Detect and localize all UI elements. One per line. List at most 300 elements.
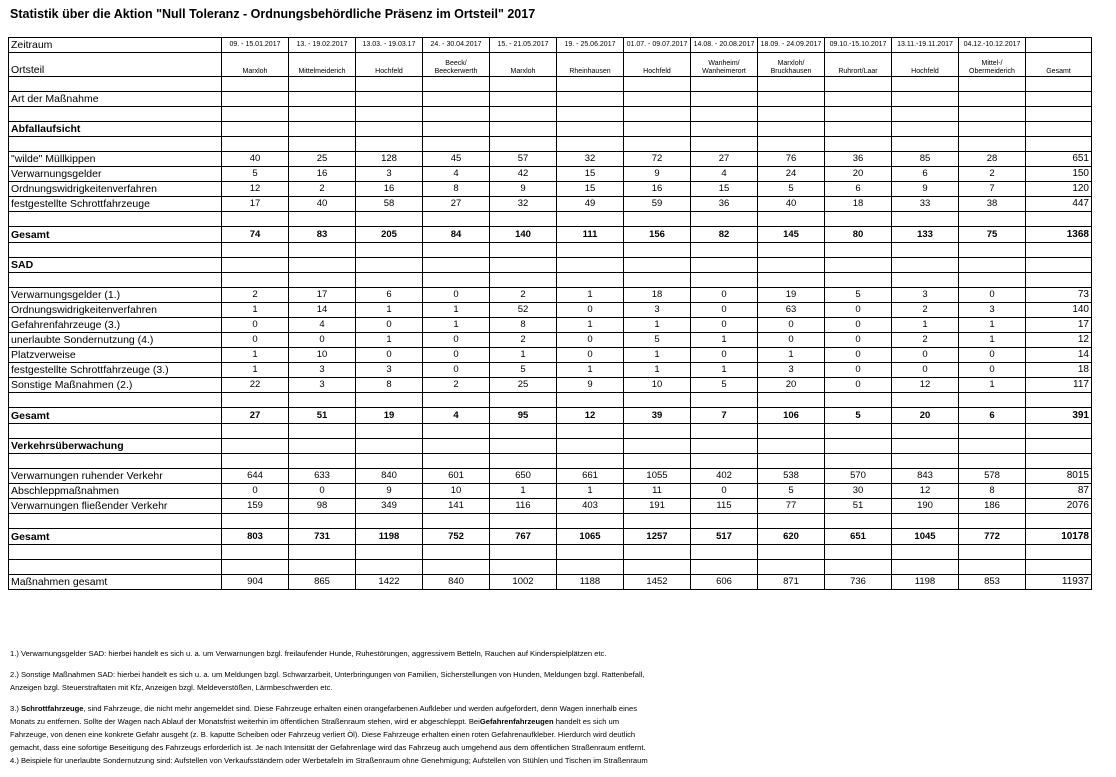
empty-cell (691, 514, 758, 529)
row-total: 150 (1026, 167, 1092, 182)
value-cell: 517 (691, 529, 758, 545)
empty-cell (557, 77, 624, 92)
empty-cell (825, 122, 892, 137)
page-title: Statistik über die Aktion "Null Toleranz - Ordnungsbehördliche Präsenz im Ortsteil" 2017 (10, 7, 536, 21)
empty-cell (892, 243, 959, 258)
empty-cell (892, 122, 959, 137)
spacer-row (9, 212, 1092, 227)
spacer-row (9, 137, 1092, 152)
row-label: Verwarnungsgelder (9, 167, 222, 182)
date-range-cell: 01.07. - 09.07.2017 (624, 38, 691, 53)
empty-cell (423, 514, 490, 529)
value-cell: 12 (222, 182, 289, 197)
value-cell: 0 (356, 318, 423, 333)
empty-cell (356, 393, 423, 408)
value-cell: 661 (557, 469, 624, 484)
value-cell: 1 (356, 333, 423, 348)
value-cell: 128 (356, 152, 423, 167)
empty-cell (959, 439, 1026, 454)
empty-cell (9, 107, 222, 122)
empty-cell (289, 424, 356, 439)
row-label: Maßnahmen gesamt (9, 575, 222, 590)
empty-cell (1026, 77, 1092, 92)
value-cell: 0 (825, 363, 892, 378)
row-total: 14 (1026, 348, 1092, 363)
value-cell: 1257 (624, 529, 691, 545)
empty-cell (423, 258, 490, 273)
value-cell: 95 (490, 408, 557, 424)
empty-cell (289, 92, 356, 107)
value-cell: 10 (423, 484, 490, 499)
value-cell: 349 (356, 499, 423, 514)
value-cell: 2 (892, 333, 959, 348)
value-cell: 16 (289, 167, 356, 182)
empty-cell (490, 560, 557, 575)
value-cell: 1 (490, 348, 557, 363)
value-cell: 0 (222, 318, 289, 333)
value-cell: 20 (825, 167, 892, 182)
spacer-row (9, 393, 1092, 408)
value-cell: 58 (356, 197, 423, 212)
value-cell: 1 (490, 484, 557, 499)
value-cell: 9 (490, 182, 557, 197)
empty-cell (624, 273, 691, 288)
value-cell: 2 (490, 288, 557, 303)
empty-cell (959, 454, 1026, 469)
value-cell: 25 (289, 152, 356, 167)
value-cell: 1045 (892, 529, 959, 545)
value-cell: 40 (289, 197, 356, 212)
empty-cell (758, 424, 825, 439)
value-cell: 0 (691, 484, 758, 499)
empty-cell (9, 212, 222, 227)
value-cell: 27 (691, 152, 758, 167)
empty-cell (892, 77, 959, 92)
value-cell: 651 (825, 529, 892, 545)
empty-cell (490, 107, 557, 122)
empty-cell (1026, 273, 1092, 288)
row-total: 10178 (1026, 529, 1092, 545)
empty-cell (758, 243, 825, 258)
section-title: SAD (9, 258, 222, 273)
district-cell: Hochfeld (624, 53, 691, 77)
empty-cell (222, 92, 289, 107)
value-cell: 0 (959, 348, 1026, 363)
table-row (9, 318, 1092, 333)
value-cell: 52 (490, 303, 557, 318)
empty-cell (959, 514, 1026, 529)
value-cell: 5 (825, 288, 892, 303)
value-cell: 72 (624, 152, 691, 167)
empty-cell (691, 92, 758, 107)
value-cell: 12 (892, 378, 959, 393)
row-total: 12 (1026, 333, 1092, 348)
district-cell: Marxloh (490, 53, 557, 77)
row-label: festgestellte Schrottfahrzeuge (3.) (9, 363, 222, 378)
date-range-cell: 14.08. - 20.08.2017 (691, 38, 758, 53)
empty-cell (222, 137, 289, 152)
table-row (9, 348, 1092, 363)
value-cell: 0 (758, 318, 825, 333)
total-row (9, 408, 1092, 424)
district-cell: Marxloh (222, 53, 289, 77)
value-cell: 24 (758, 167, 825, 182)
value-cell: 620 (758, 529, 825, 545)
table-row (9, 152, 1092, 167)
empty-cell (9, 393, 222, 408)
table-row (9, 575, 1092, 590)
empty-cell (758, 545, 825, 560)
value-cell: 4 (289, 318, 356, 333)
empty-cell (691, 454, 758, 469)
row-label: Gesamt (9, 227, 222, 243)
value-cell: 1 (557, 484, 624, 499)
empty-cell (825, 439, 892, 454)
row-total: 140 (1026, 303, 1092, 318)
footnote-2a: 2.) Sonstige Maßnahmen SAD: hierbei handelt es sich u. a. um Meldungen bzgl. Schwarzarbeit, Unterbringungen von Familien, Sicherstellungen von Hunden, Meldungen bzgl. Rattenbefall, (10, 670, 645, 679)
empty-cell (490, 92, 557, 107)
empty-cell (356, 137, 423, 152)
footnote-3-prefix: 3.) (10, 704, 19, 713)
value-cell: 38 (959, 197, 1026, 212)
value-cell: 1055 (624, 469, 691, 484)
value-cell: 2 (959, 167, 1026, 182)
empty-cell (825, 258, 892, 273)
empty-cell (691, 273, 758, 288)
empty-cell (758, 107, 825, 122)
empty-cell (356, 107, 423, 122)
value-cell: 1 (959, 333, 1026, 348)
empty-cell (959, 424, 1026, 439)
empty-cell (490, 514, 557, 529)
empty-cell (1026, 439, 1092, 454)
empty-cell (825, 212, 892, 227)
empty-cell (825, 77, 892, 92)
value-cell: 9 (557, 378, 624, 393)
empty-cell (825, 137, 892, 152)
empty-cell (557, 107, 624, 122)
empty-cell (222, 560, 289, 575)
row-label: Verwarnungen ruhender Verkehr (9, 469, 222, 484)
value-cell: 36 (825, 152, 892, 167)
value-cell: 4 (423, 408, 490, 424)
empty-cell (423, 545, 490, 560)
table-row (9, 182, 1092, 197)
empty-cell (624, 560, 691, 575)
spacer-row (9, 273, 1092, 288)
empty-cell (624, 243, 691, 258)
empty-cell (1026, 243, 1092, 258)
empty-cell (222, 122, 289, 137)
value-cell: 39 (624, 408, 691, 424)
value-cell: 10 (624, 378, 691, 393)
value-cell: 644 (222, 469, 289, 484)
value-cell: 1 (691, 363, 758, 378)
empty-cell (825, 273, 892, 288)
value-cell: 5 (758, 182, 825, 197)
value-cell: 8 (959, 484, 1026, 499)
value-cell: 0 (825, 318, 892, 333)
value-cell: 1 (557, 318, 624, 333)
value-cell: 33 (892, 197, 959, 212)
empty-cell (289, 258, 356, 273)
value-cell: 40 (222, 152, 289, 167)
value-cell: 9 (356, 484, 423, 499)
value-cell: 0 (423, 333, 490, 348)
spacer-row (9, 560, 1092, 575)
footnote-3c: Fahrzeuge, von denen eine konkrete Gefahr ausgeht (z. B. kaputte Scheiben oder Fahrzeug verliert Öl). Diese Fahrzeuge erhalten einen roten Gefahrenaufkleber. Hierdurch wird deutlich (10, 730, 636, 739)
value-cell: 3 (624, 303, 691, 318)
row-total: 117 (1026, 378, 1092, 393)
empty-cell (222, 454, 289, 469)
value-cell: 186 (959, 499, 1026, 514)
value-cell: 601 (423, 469, 490, 484)
value-cell: 10 (289, 348, 356, 363)
footnote-3a-rest: , sind Fahrzeuge, die nicht mehr angemeldet sind. Diese Fahrzeuge erhalten einen orangefarbenen Aufkleber und werden aufgefordert, denn Wagen innerhalb eines (83, 704, 638, 713)
value-cell: 98 (289, 499, 356, 514)
empty-cell (758, 439, 825, 454)
value-cell: 3 (356, 167, 423, 182)
empty-cell (758, 514, 825, 529)
value-cell: 0 (289, 484, 356, 499)
empty-cell (1026, 545, 1092, 560)
empty-cell (423, 424, 490, 439)
value-cell: 865 (289, 575, 356, 590)
value-cell: 0 (557, 303, 624, 318)
row-label: Gefahrenfahrzeuge (3.) (9, 318, 222, 333)
empty-cell (490, 258, 557, 273)
empty-cell (959, 393, 1026, 408)
value-cell: 0 (758, 333, 825, 348)
empty-cell (959, 560, 1026, 575)
value-cell: 42 (490, 167, 557, 182)
value-cell: 1 (557, 363, 624, 378)
empty-cell (892, 439, 959, 454)
empty-cell (758, 454, 825, 469)
value-cell: 0 (289, 333, 356, 348)
value-cell: 0 (825, 378, 892, 393)
empty-cell (222, 212, 289, 227)
value-cell: 75 (959, 227, 1026, 243)
value-cell: 141 (423, 499, 490, 514)
district-cell: Rheinhausen (557, 53, 624, 77)
value-cell: 1 (624, 318, 691, 333)
empty-cell (758, 122, 825, 137)
value-cell: 190 (892, 499, 959, 514)
value-cell: 25 (490, 378, 557, 393)
empty-cell (691, 258, 758, 273)
empty-cell (1026, 107, 1092, 122)
spacer-row (9, 514, 1092, 529)
value-cell: 1198 (892, 575, 959, 590)
empty-cell (222, 273, 289, 288)
row-total: 120 (1026, 182, 1092, 197)
empty-cell (423, 439, 490, 454)
row-total: 73 (1026, 288, 1092, 303)
empty-cell (356, 454, 423, 469)
value-cell: 803 (222, 529, 289, 545)
table-row (9, 469, 1092, 484)
date-range-cell: 15. - 21.05.2017 (490, 38, 557, 53)
value-cell: 7 (959, 182, 1026, 197)
value-cell: 0 (356, 348, 423, 363)
row-total: 2076 (1026, 499, 1092, 514)
empty-cell (557, 92, 624, 107)
value-cell: 633 (289, 469, 356, 484)
section-header-row (9, 258, 1092, 273)
row-label: Platzverweise (9, 348, 222, 363)
row-label: Verwarnungsgelder (1.) (9, 288, 222, 303)
value-cell: 1422 (356, 575, 423, 590)
value-cell: 1 (222, 348, 289, 363)
empty-cell (490, 243, 557, 258)
value-cell: 17 (222, 197, 289, 212)
empty-cell (289, 212, 356, 227)
value-cell: 752 (423, 529, 490, 545)
value-cell: 82 (691, 227, 758, 243)
value-cell: 59 (624, 197, 691, 212)
value-cell: 2 (222, 288, 289, 303)
empty-cell (356, 92, 423, 107)
empty-cell (825, 514, 892, 529)
value-cell: 5 (490, 363, 557, 378)
value-cell: 191 (624, 499, 691, 514)
empty-cell (758, 77, 825, 92)
footnote-4: 4.) Beispiele für unerlaubte Sondernutzung sind: Aufstellen von Verkaufsständern oder Werbetafeln im Straßenraum ohne Genehmigung; Aufstellen von Stühlen und Tischen im Straßenraum (10, 756, 648, 765)
empty-cell (1026, 560, 1092, 575)
empty-cell (423, 107, 490, 122)
value-cell: 16 (624, 182, 691, 197)
row-label: "wilde" Müllkippen (9, 152, 222, 167)
value-cell: 83 (289, 227, 356, 243)
empty-cell (356, 77, 423, 92)
value-cell: 3 (758, 363, 825, 378)
value-cell: 6 (825, 182, 892, 197)
value-cell: 8 (423, 182, 490, 197)
value-cell: 1 (423, 318, 490, 333)
empty-cell (490, 273, 557, 288)
empty-cell (1026, 122, 1092, 137)
value-cell: 0 (557, 333, 624, 348)
value-cell: 74 (222, 227, 289, 243)
value-cell: 6 (356, 288, 423, 303)
empty-cell (959, 92, 1026, 107)
empty-cell (222, 258, 289, 273)
value-cell: 1002 (490, 575, 557, 590)
value-cell: 0 (691, 318, 758, 333)
empty-cell (356, 514, 423, 529)
empty-cell (624, 122, 691, 137)
empty-cell (691, 393, 758, 408)
empty-cell (9, 545, 222, 560)
empty-cell (624, 137, 691, 152)
value-cell: 570 (825, 469, 892, 484)
empty-cell (289, 454, 356, 469)
value-cell: 5 (691, 378, 758, 393)
empty-cell (356, 439, 423, 454)
empty-cell (557, 545, 624, 560)
value-cell: 45 (423, 152, 490, 167)
empty-cell (423, 560, 490, 575)
value-cell: 0 (222, 484, 289, 499)
value-cell: 3 (289, 378, 356, 393)
row-label: Abschleppmaßnahmen (9, 484, 222, 499)
footnote-1: 1.) Verwarnungsgelder SAD: hierbei handelt es sich u. a. um Verwarnungen bzgl. freilaufender Hunde, Ruhestörungen, aggressivem Betteln, Rauchen auf Kinderspielplätzen etc. (10, 649, 607, 658)
row-total: 1368 (1026, 227, 1092, 243)
empty-cell (691, 439, 758, 454)
empty-cell (624, 107, 691, 122)
value-cell: 0 (892, 348, 959, 363)
value-cell: 7 (691, 408, 758, 424)
date-range-cell: 13.11.-19.11.2017 (892, 38, 959, 53)
footnote-2b: Anzeigen bzgl. Steuerstraftaten mit Kfz, Anzeigen bzgl. Meldeverstößen, Lärmbeschwerden etc. (10, 683, 333, 692)
value-cell: 2 (423, 378, 490, 393)
empty-cell (222, 77, 289, 92)
empty-cell (289, 77, 356, 92)
empty-cell (624, 424, 691, 439)
value-cell: 1 (356, 303, 423, 318)
empty-cell (9, 514, 222, 529)
empty-cell (892, 545, 959, 560)
empty-cell (222, 424, 289, 439)
empty-cell (825, 424, 892, 439)
value-cell: 1452 (624, 575, 691, 590)
statistics-table (8, 37, 1092, 590)
empty-cell (557, 212, 624, 227)
empty-cell (222, 107, 289, 122)
value-cell: 5 (758, 484, 825, 499)
empty-cell (758, 393, 825, 408)
value-cell: 606 (691, 575, 758, 590)
row-label: Sonstige Maßnahmen (2.) (9, 378, 222, 393)
value-cell: 0 (691, 348, 758, 363)
row-total: 17 (1026, 318, 1092, 333)
empty-cell (9, 560, 222, 575)
value-cell: 0 (691, 288, 758, 303)
value-cell: 853 (959, 575, 1026, 590)
value-cell: 16 (356, 182, 423, 197)
empty-cell (959, 122, 1026, 137)
district-cell: Mittel-/ Obermeiderich (959, 53, 1026, 77)
value-cell: 140 (490, 227, 557, 243)
empty-cell (490, 137, 557, 152)
row-label: unerlaubte Sondernutzung (4.) (9, 333, 222, 348)
empty-cell (289, 137, 356, 152)
empty-cell (825, 243, 892, 258)
date-range-cell: 13. - 19.02.2017 (289, 38, 356, 53)
empty-cell (892, 137, 959, 152)
empty-cell (289, 393, 356, 408)
value-cell: 0 (825, 348, 892, 363)
empty-cell (624, 545, 691, 560)
empty-cell (423, 77, 490, 92)
empty-cell (423, 454, 490, 469)
empty-cell (1026, 393, 1092, 408)
empty-cell (691, 77, 758, 92)
empty-cell (356, 212, 423, 227)
empty-cell (9, 243, 222, 258)
row-total: 87 (1026, 484, 1092, 499)
value-cell: 8 (490, 318, 557, 333)
empty-cell (892, 424, 959, 439)
value-cell: 840 (356, 469, 423, 484)
total-row (9, 227, 1092, 243)
footnote-3b-post: handelt es sich um (553, 717, 620, 726)
value-cell: 1 (624, 363, 691, 378)
value-cell: 14 (289, 303, 356, 318)
value-cell: 1188 (557, 575, 624, 590)
district-cell: Marxloh/ Bruckhausen (758, 53, 825, 77)
